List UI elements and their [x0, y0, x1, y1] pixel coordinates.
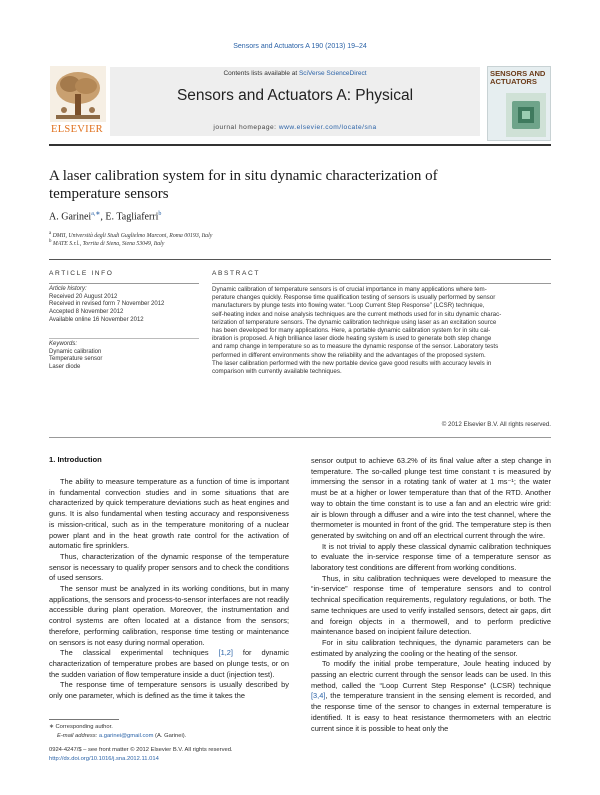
journal-reference: Sensors and Actuators A 190 (2013) 19–24 [233, 43, 367, 50]
abstract-end-rule [49, 437, 551, 438]
body-paragraph: It is not trivial to apply these classical dynamic calibration techniques to evaluate the in-service response time of a temperature sensor as laboratory test conditions are different from working conditions. [311, 541, 551, 573]
contents-available-line [110, 70, 480, 77]
body-paragraph: Thus, characterization of the dynamic response of the temperature sensor is necessary to qualify proper sensors and to check the conditions of used sensors. [49, 551, 289, 583]
abstract-line: performed in different environments show the reliability and the advantages of the proposed system. [212, 351, 486, 359]
affiliation [49, 238, 409, 248]
homepage-link[interactable]: www.elsevier.com/locate/sna [278, 124, 377, 131]
paragraph-text: To modify the initial probe temperature, Joule heating induced by passing an electric current through the sensor leads can be used. In this method, called the “Loop Current Step Response” (LCSR) technique [311, 659, 551, 690]
abstract-line: and ramp change in temperature so as to measure the dynamic response of the sensor. Laboratory tests [212, 343, 499, 351]
author-name: A. Garinei [49, 211, 92, 223]
journal-homepage-line [110, 124, 480, 131]
abstract-line: Dynamic calibration of temperature sensors is of crucial importance in many applications where tem- [212, 286, 487, 293]
abstract-text [212, 286, 551, 376]
paragraph-text: , the temperature transient in the sensing element is recorded, and the response time of the sensor to changes in external temperature is identified. It is easy to heat resistance thermometers with an electric current since it is possible to heat only the [311, 691, 551, 733]
keywords-heading: Keywords: [49, 341, 78, 347]
body-paragraph [311, 659, 551, 734]
corresponding-author-note: ∗ Corresponding author. [49, 724, 113, 730]
footnotes [49, 723, 299, 763]
header-rule [49, 144, 551, 146]
article-history-heading: Article history: [49, 286, 87, 292]
history-line: Received 20 August 2012 [49, 293, 118, 300]
article-title: A laser calibration system for in situ dynamic characterization of temperature sensors [49, 168, 438, 202]
body-paragraph: For in situ calibration techniques, the dynamic parameters can be estimated by analyzing the cooling or the heating of the sensor. [311, 637, 551, 658]
body-left-column [49, 477, 289, 702]
body-paragraph [49, 648, 289, 680]
paragraph-text: The classical experimental techniques [60, 648, 219, 658]
keyword: Temperature sensor [49, 356, 103, 363]
abstract-line: terization of temperature sensors. The dynamic calibration technique using laser as an excitation source [212, 318, 497, 326]
body-paragraph: The ability to measure temperature as a function of time is important in fundamental convection studies and in some situations that are characterized by quick temperature deviations such as heat engines and guns. It is also fundamental when testing accuracy and responsiveness is mission-critical, such as in the temperature monitoring of a nuclear power plant and in the heat growth rate control for the activation of automatic fire sprinklers. [49, 477, 289, 551]
abstract-line: The laser calibration performed with the new portable device gave good results with accuracy levels in [212, 359, 492, 367]
author-list [49, 210, 161, 222]
paragraph-text: for dynamic characterization of temperature probes are based on plunge tests, or on the sudden variation of flow temperature inside a duct (injection test). [49, 648, 289, 679]
homepage-prefix: journal homepage: [213, 124, 279, 131]
affiliation-text: DMII, Università degli Studi Guglielmo Marconi, Roma 00193, Italy [52, 232, 213, 239]
body-paragraph: sensor output to achieve 63.2% of its final value after a step change in temperature. The so-called plunge test time constant τ is measured by immersing the sensor in a rotating tank of water at 1 ms⁻¹; the water must be at a higher or lower temperature than that of the RTD. Another way to obtain the time constant is to use a fan and an electric wire grid: air is blown through a diffuser and a wire into the test channel, where the thermometer is mounted in front of the grid. The temperature step is then generated by switching on and off an electrical current through the wire. [311, 456, 551, 540]
keywords-rule [49, 338, 199, 339]
journal-cover-thumbnail [487, 66, 551, 141]
abstract-line: self-heating index and noise analysis techniques are the current methods used for in situ dynamic charac- [212, 310, 502, 318]
footnote-rule [49, 719, 119, 720]
author-name: E. Tagliaferri [105, 211, 159, 223]
publisher-wordmark: ELSEVIER [51, 124, 103, 135]
body-paragraph: The response time of temperature sensors is usually described by only one parameter, which is defined as the time it takes the [49, 680, 289, 701]
article-info-label: ARTICLE INFO [49, 270, 114, 277]
history-line: Available online 16 November 2012 [49, 316, 144, 323]
history-line: Received in revised form 7 November 2012 [49, 301, 165, 308]
doi-link[interactable]: http://dx.doi.org/10.1016/j.sna.2012.11.014 [49, 755, 159, 762]
author-affiliation-mark[interactable]: b [158, 211, 162, 217]
contents-prefix: Contents lists available at [223, 70, 299, 77]
abstract-label: ABSTRACT [212, 270, 260, 277]
sciencedirect-link[interactable]: SciVerse ScienceDirect [298, 70, 367, 77]
body-paragraph: The sensor must be analyzed in its working conditions, but in many applications, the sensors and process-to-sensor interfaces are not readily accessible during plant operation. Moreover, the instrumentation and control systems are often located at a distance from the sensors; therefore, performing calibration, response time testing or maintenance on sensors is not easy during normal operation. [49, 584, 289, 647]
author-affiliation-mark[interactable]: a,∗ [91, 211, 101, 217]
email-note [49, 732, 299, 741]
abstract-line: manufacturers by plunge tests into flowing water. “Loop Current Step Response” (LCSR) technique, [212, 302, 485, 310]
email-label: E-mail address: [57, 732, 99, 739]
journal-name: Sensors and Actuators A: Physical [176, 87, 414, 104]
affiliation-mark: b [49, 239, 52, 244]
keywords [49, 341, 199, 372]
abstract-line: comparison with currently available techniques. [212, 367, 342, 375]
abstract-copyright: © 2012 Elsevier B.V. All rights reserved. [441, 421, 551, 428]
abstract-line: has been developed for many applications. Here, a portable dynamic calibration system for in situ cal- [212, 326, 491, 334]
article-info-rule [49, 283, 199, 284]
citation-link[interactable]: [3,4] [311, 691, 326, 701]
article-history [49, 286, 199, 325]
section-heading-introduction: 1. Introduction [49, 455, 102, 464]
body-paragraph: Thus, in situ calibration techniques were developed to measure the “in-service” response time of temperature sensors and to control technical specification requirements, regulatory regulations, or both. The same techniques are used to verify installed sensors, detect air gaps, dirt and foreign objects in a thermowell, and to perform predictive maintenance based on incipient failure detection. [311, 573, 551, 637]
affiliation-text: MATE S.r.l., Torrita di Siena, Siena 53049, Italy [52, 240, 165, 247]
body-right-column [311, 456, 551, 734]
affiliation-mark: a [49, 231, 52, 236]
email-link[interactable]: a.garinei@gmail.com [98, 732, 154, 739]
cover-sensor-image-icon [506, 93, 546, 137]
abstract-line: ibration is proposed. A high brilliance laser diode heating system is used to generate both step change [212, 335, 492, 343]
front-matter-rule [49, 259, 551, 260]
author-separator: , [100, 211, 106, 223]
history-line: Accepted 8 November 2012 [49, 309, 124, 316]
keyword: Laser diode [49, 364, 81, 371]
abstract-line: perature changes quickly. Response time qualification testing of sensors is usually performed by sensor [212, 294, 496, 302]
cover-title: SENSORS AND ACTUATORS [490, 69, 546, 86]
abstract-rule [212, 283, 551, 284]
email-suffix: (A. Garinei). [153, 732, 187, 739]
citation-link[interactable]: [1,2] [218, 648, 233, 658]
issn-line: 0924-4247/$ – see front matter © 2012 Elsevier B.V. All rights reserved. [49, 747, 233, 753]
keyword: Dynamic calibration [49, 348, 102, 355]
